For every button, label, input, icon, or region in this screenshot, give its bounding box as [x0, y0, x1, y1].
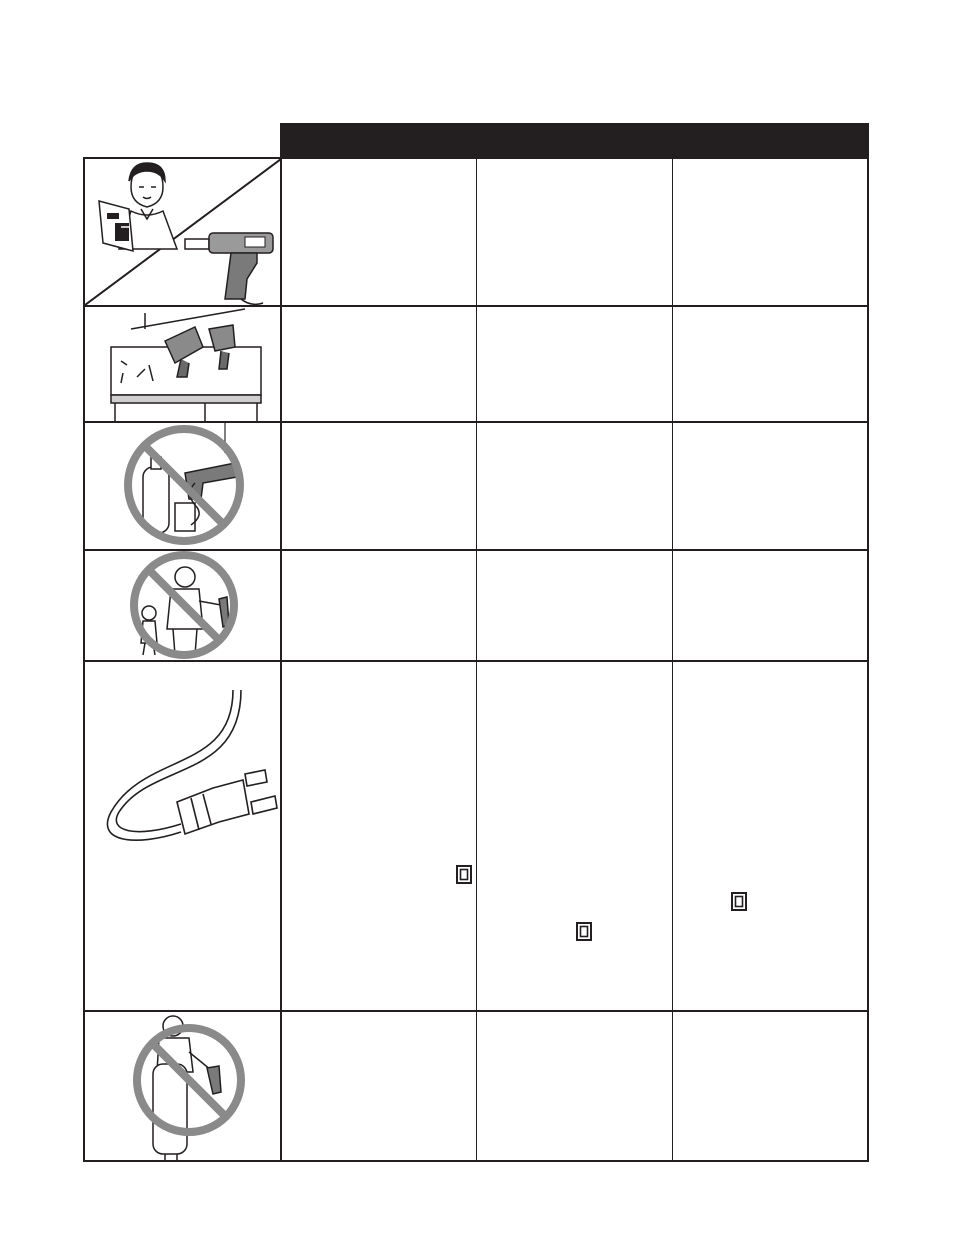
safety-table — [83, 157, 869, 1162]
power-screwdriver-icon — [185, 233, 273, 304]
reference-page-icon — [456, 865, 472, 884]
table-header-bar — [280, 123, 869, 158]
tool-storage-workbench-illustration — [85, 307, 281, 421]
man-reading-icon — [99, 163, 177, 251]
reference-page-icon — [576, 922, 592, 941]
read-manual-and-screwdriver-illustration — [85, 159, 281, 305]
no-carrying-by-trigger-prohibition-icon — [85, 1012, 281, 1162]
no-children-nearby-prohibition-icon — [85, 551, 281, 660]
power-cord-plug-illustration — [85, 662, 281, 1010]
no-flammable-gas-prohibition-icon — [85, 423, 281, 549]
reference-page-icon — [731, 892, 747, 911]
